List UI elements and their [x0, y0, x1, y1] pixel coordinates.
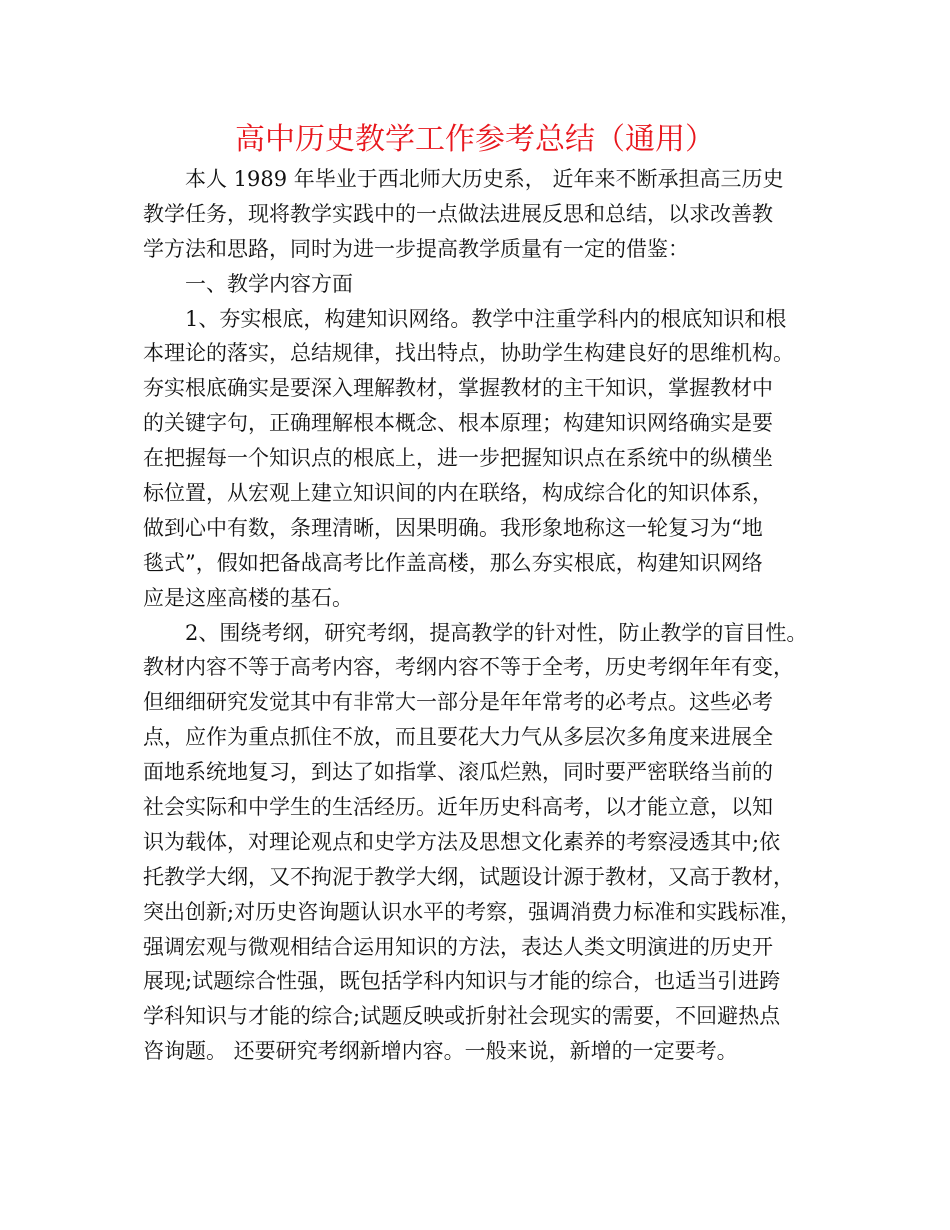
body-line: 本人 1989 年毕业于西北师大历史系， 近年来不断承担高三历史	[185, 167, 784, 191]
body-line: 点，应作为重点抓住不放，而且要花大力气从多层次多角度来进展全	[143, 725, 773, 750]
body-line: 面地系统地复习，到达了如指掌、滚瓜烂熟，同时要严密联络当前的	[143, 760, 773, 785]
document-body	[143, 162, 815, 1069]
body-line: 学科知识与才能的综合;试题反映或折射社会现实的需要，不回避热点	[143, 1004, 781, 1029]
body-line: 托教学大纲，又不拘泥于教学大纲，试题设计源于教材，又高于教材，	[143, 864, 794, 889]
body-line: 应是这座高楼的基石。	[143, 585, 353, 610]
body-line: 的关键字句，正确理解根本概念、根本原理；构建知识网络确实是要	[143, 411, 773, 436]
body-line: 标位置，从宏观上建立知识间的内在联络，构成综合化的知识体系，	[143, 481, 773, 506]
body-line: 毯式”，假如把备战高考比作盖高楼，那么夯实根底，构建知识网络	[143, 550, 763, 575]
body-line: 但细细研究发觉其中有非常大一部分是年年常考的必考点。这些必考	[143, 690, 773, 715]
body-line: 突出创新;对历史咨询题认识水平的考察，强调消费力标准和实践标准，	[143, 899, 802, 924]
section-heading: 一、教学内容方面	[185, 271, 353, 296]
body-line: 1、夯实根底，构建知识网络。教学中注重学科内的根底知识和根	[185, 306, 787, 331]
body-line: 社会实际和中学生的生活经历。近年历史科高考，以才能立意，以知	[143, 795, 773, 820]
body-line: 识为载体，对理论观点和史学方法及思想文化素养的考察浸透其中;依	[143, 829, 781, 854]
document-title: 高中历史教学工作参考总结（通用）	[235, 122, 715, 157]
body-line: 做到心中有数，条理清晰，因果明确。我形象地称这一轮复习为“地	[143, 515, 763, 540]
body-line: 教学任务，现将教学实践中的一点做法进展反思和总结，以求改善教	[143, 201, 773, 226]
body-line: 夯实根底确实是要深入理解教材，掌握教材的主干知识，掌握教材中	[143, 376, 773, 401]
body-line: 在把握每一个知识点的根底上，进一步把握知识点在系统中的纵横坐	[143, 446, 773, 471]
body-line: 强调宏观与微观相结合运用知识的方法，表达人类文明演进的历史开	[143, 934, 773, 959]
body-line: 教材内容不等于高考内容，考纲内容不等于全考，历史考纲年年有变，	[143, 655, 794, 680]
body-line: 本理论的落实，总结规律，找出特点，协助学生构建良好的思维机构。	[143, 341, 794, 366]
body-line: 2、围绕考纲，研究考纲，提高教学的针对性，防止教学的盲目性。	[185, 620, 808, 645]
body-line: 学方法和思路，同时为进一步提高教学质量有一定的借鉴：	[143, 236, 689, 261]
body-line: 展现;试题综合性强，既包括学科内知识与才能的综合，也适当引进跨	[143, 969, 781, 994]
body-line: 咨询题。 还要研究考纲新增内容。一般来说，新增的一定要考。	[143, 1039, 738, 1064]
